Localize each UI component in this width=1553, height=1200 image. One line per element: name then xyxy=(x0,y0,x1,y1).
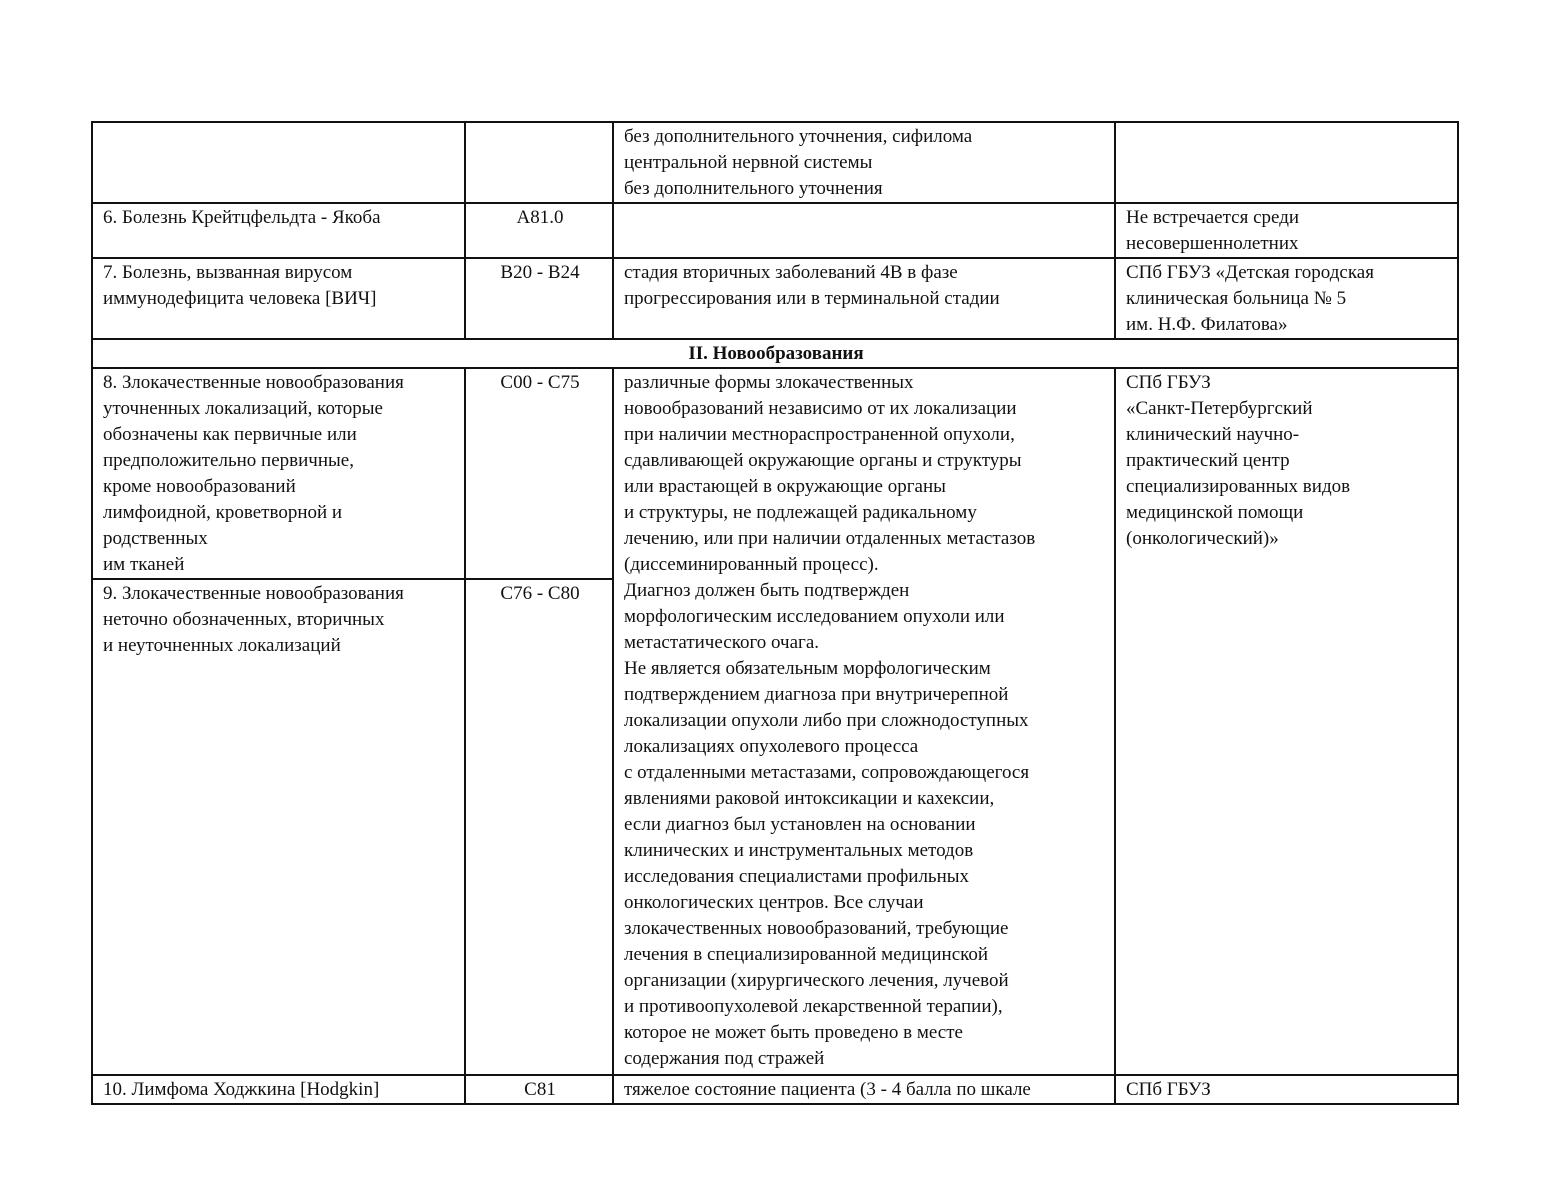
criteria-cell xyxy=(613,122,1115,203)
text-line: сдавливающей окружающие органы и структуры xyxy=(624,450,1022,471)
text-line: или врастающей в окружающие органы xyxy=(624,476,946,497)
text-line: явлениями раковой интоксикации и кахексии, xyxy=(624,788,995,809)
text-line: онкологических центров. Все случаи xyxy=(624,892,924,913)
text-line: неточно обозначенных, вторичных xyxy=(103,609,385,630)
text-line: с отдаленными метастазами, сопровождающегося xyxy=(624,762,1030,783)
text-line: 8. Злокачественные новообразования xyxy=(103,372,404,393)
criteria-cell xyxy=(613,203,1115,258)
organization-cell xyxy=(1115,122,1458,203)
text-line: медицинской помощи xyxy=(1126,502,1304,523)
text-line: содержания под стражей xyxy=(624,1048,825,1069)
text-line: метастатического очага. xyxy=(624,632,820,653)
text-line: если диагноз был установлен на основании xyxy=(624,814,976,835)
organization-cell xyxy=(1115,203,1458,258)
text-line: клинических и инструментальных методов xyxy=(624,840,974,861)
text-line: подтверждением диагноза при внутричерепной xyxy=(624,684,1009,705)
text-line: 9. Злокачественные новообразования xyxy=(103,583,404,604)
text-line: локализации опухоли либо при сложнодоступных xyxy=(624,710,1029,731)
section-header-row xyxy=(92,339,1458,368)
text-line: которое не может быть проведено в месте xyxy=(624,1022,963,1043)
text-line: центральной нервной системы xyxy=(624,152,873,173)
table-row xyxy=(92,368,1458,579)
text-line: организации (хирургического лечения, лучевой xyxy=(624,970,1009,991)
table-row xyxy=(92,122,1458,203)
organization-cell xyxy=(1115,258,1458,339)
icd-code-cell xyxy=(465,122,613,203)
text-line: без дополнительного уточнения, сифилома xyxy=(624,126,973,147)
text-line: злокачественных новообразований, требующие xyxy=(624,918,1009,939)
text-line: иммунодефицита человека [ВИЧ] xyxy=(103,288,377,309)
text-line: специализированных видов xyxy=(1126,476,1351,497)
text-line: уточненных локализаций, которые xyxy=(103,398,383,419)
text-line: при наличии местнораспространенной опухоли, xyxy=(624,424,1015,445)
text-line: 6. Болезнь Крейтцфельдта - Якоба xyxy=(103,207,381,228)
text-line: 7. Болезнь, вызванная вирусом xyxy=(103,262,353,283)
text-line: новообразований независимо от их локализации xyxy=(624,398,1017,419)
text-line: СПб ГБУЗ xyxy=(1126,1079,1211,1100)
text-line: несовершеннолетних xyxy=(1126,233,1299,254)
text-line: без дополнительного уточнения xyxy=(624,178,883,199)
text-line: прогрессирования или в терминальной стадии xyxy=(624,288,1000,309)
text-line: стадия вторичных заболеваний 4В в фазе xyxy=(624,262,958,283)
disease-name-cell xyxy=(92,1075,465,1104)
text-line: предположительно первичные, xyxy=(103,450,354,471)
text-line: практический центр xyxy=(1126,450,1290,471)
text-line: и неуточненных локализаций xyxy=(103,635,341,656)
text-line: локализациях опухолевого процесса xyxy=(624,736,919,757)
organization-cell xyxy=(1115,368,1458,1075)
text-line: родственных xyxy=(103,528,208,549)
text-line: СПб ГБУЗ «Детская городская xyxy=(1126,262,1374,283)
text-line: лечения в специализированной медицинской xyxy=(624,944,989,965)
disease-name-cell xyxy=(92,579,465,1075)
text-line: Диагноз должен быть подтвержден xyxy=(624,580,910,601)
disease-name-cell xyxy=(92,258,465,339)
table-row xyxy=(92,1075,1458,1104)
text-line: кроме новообразований xyxy=(103,476,296,497)
disease-name-cell xyxy=(92,203,465,258)
text-line: «Санкт-Петербургский xyxy=(1126,398,1313,419)
organization-cell xyxy=(1115,1075,1458,1104)
text-line: Не встречается среди xyxy=(1126,207,1300,228)
text-line: различные формы злокачественных xyxy=(624,372,914,393)
criteria-cell xyxy=(613,258,1115,339)
table-row xyxy=(92,258,1458,339)
text-line: и противоопухолевой лекарственной терапии), xyxy=(624,996,1003,1017)
text-line: (диссеминированный процесс). xyxy=(624,554,879,575)
criteria-cell xyxy=(613,1075,1115,1104)
icd-code-cell: C81 xyxy=(465,1075,613,1104)
diseases-table xyxy=(91,121,1459,1105)
icd-code-cell: B20 - B24 xyxy=(465,258,613,339)
text-line: клиническая больница № 5 xyxy=(1126,288,1347,309)
disease-name-cell xyxy=(92,368,465,579)
text-line: обозначены как первичные или xyxy=(103,424,357,445)
icd-code-cell: A81.0 xyxy=(465,203,613,258)
criteria-cell xyxy=(613,368,1115,1075)
text-line: 10. Лимфома Ходжкина [Hodgkin] xyxy=(103,1079,380,1100)
icd-code-cell: C76 - C80 xyxy=(465,579,613,1075)
text-line: лимфоидной, кроветворной и xyxy=(103,502,343,523)
section-title: II. Новообразования xyxy=(92,339,1458,368)
icd-code-cell: C00 - C75 xyxy=(465,368,613,579)
text-line: и структуры, не подлежащей радикальному xyxy=(624,502,977,523)
table-row xyxy=(92,203,1458,258)
text-line: (онкологический)» xyxy=(1126,528,1279,549)
text-line: лечению, или при наличии отдаленных метастазов xyxy=(624,528,1036,549)
text-line: им. Н.Ф. Филатова» xyxy=(1126,314,1288,335)
text-line: тяжелое состояние пациента (3 - 4 балла по шкале xyxy=(624,1079,1031,1100)
text-line: СПб ГБУЗ xyxy=(1126,372,1211,393)
text-line: им тканей xyxy=(103,554,185,575)
text-line: морфологическим исследованием опухоли или xyxy=(624,606,1005,627)
text-line: клинический научно- xyxy=(1126,424,1300,445)
text-line: исследования специалистами профильных xyxy=(624,866,970,887)
text-line: Не является обязательным морфологическим xyxy=(624,658,991,679)
disease-name-cell xyxy=(92,122,465,203)
